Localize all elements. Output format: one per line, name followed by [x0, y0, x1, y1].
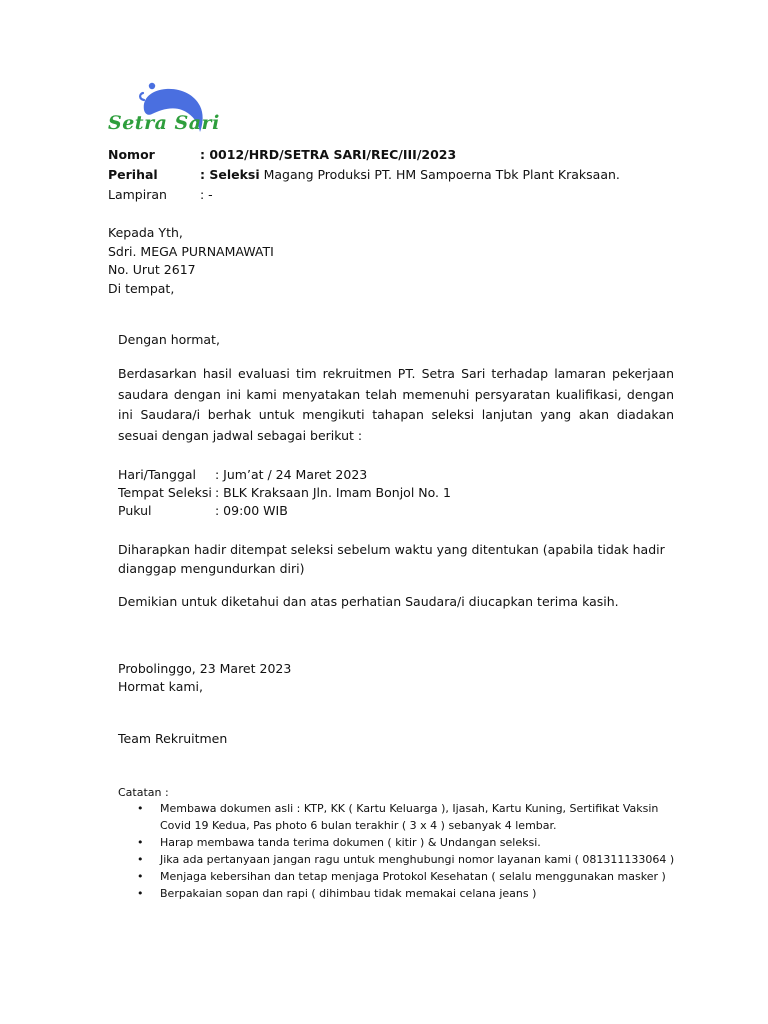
list-item: • Membawa dokumen asli : KTP, KK ( Kartu Keluarga ), Ijasah, Kartu Kuning, Sertifikat Vaksin Covid 19 Kedua, Pas photo 6 bulan terakhir ( 3 x 4 ) sebanyak 4 lembar.: [118, 800, 678, 834]
company-logo: [108, 80, 220, 144]
regards: Hormat kami,: [118, 679, 203, 694]
notes-title: Catatan :: [118, 786, 169, 799]
notes-block: [118, 786, 678, 902]
recipient-block: [108, 224, 274, 298]
schedule-block: [118, 466, 674, 520]
signatory: Team Rekruitmen: [118, 731, 228, 746]
list-item: • Harap membawa tanda terima dokumen ( kitir ) & Undangan seleksi.: [118, 834, 678, 851]
letter-header: [108, 145, 620, 205]
letter-subject: Magang Produksi PT. HM Sampoerna Tbk Plant Kraksaan.: [259, 167, 620, 182]
schedule-row: Pukul : 09:00 WIB: [118, 503, 288, 518]
paragraph-attendance: Diharapkan hadir ditempat seleksi sebelum waktu yang ditentukan (apabila tidak hadir dianggap mengundurkan diri): [118, 542, 665, 576]
paragraph-closing: Demikian untuk diketahui dan atas perhatian Saudara/i diucapkan terima kasih.: [118, 594, 619, 609]
closing-block: [118, 660, 291, 696]
meta-row-perihal: Perihal : Seleksi Magang Produksi PT. HM Sampoerna Tbk Plant Kraksaan.: [108, 165, 620, 185]
meta-row-nomor: Nomor : 0012/HRD/SETRA SARI/REC/III/2023: [108, 145, 620, 165]
notes-list: [118, 800, 678, 902]
recipient-line: Kepada Yth,: [108, 225, 183, 240]
list-item: • Menjaga kebersihan dan tetap menjaga Protokol Kesehatan ( selalu menggunakan masker ): [118, 868, 678, 885]
recipient-line: No. Urut 2617: [108, 262, 196, 277]
letter-number: : 0012/HRD/SETRA SARI/REC/III/2023: [200, 147, 457, 162]
place-date: Probolinggo, 23 Maret 2023: [118, 661, 292, 676]
paragraph-evaluation: Berdasarkan hasil evaluasi tim rekruitmen PT. Setra Sari terhadap lamaran pekerjaan saudara dengan ini kami menyatakan telah memenuhi persyaratan kualifikasi, dengan ini Saudara/i berhak untuk mengikuti tahapan seleksi lanjutan yang akan diadakan sesuai dengan jadwal sebagai berikut :: [118, 366, 674, 443]
recipient-line: Di tempat,: [108, 280, 175, 296]
meta-row-lampiran: Lampiran : -: [108, 187, 213, 202]
list-item: • Berpakaian sopan dan rapi ( dihimbau tidak memakai celana jeans ): [118, 885, 678, 902]
logo-text: Setra Sari: [108, 112, 220, 134]
recipient-name: Sdri. MEGA PURNAMAWATI: [108, 243, 274, 259]
greeting: Dengan hormat,: [118, 332, 220, 347]
schedule-row: Tempat Seleksi : BLK Kraksaan Jln. Imam Bonjol No. 1: [118, 485, 451, 500]
schedule-row: Hari/Tanggal : Jum’at / 24 Maret 2023: [118, 467, 368, 482]
list-item: • Jika ada pertanyaan jangan ragu untuk menghubungi nomor layanan kami ( 081311133064 ): [118, 851, 678, 868]
letter-body: [118, 332, 674, 609]
